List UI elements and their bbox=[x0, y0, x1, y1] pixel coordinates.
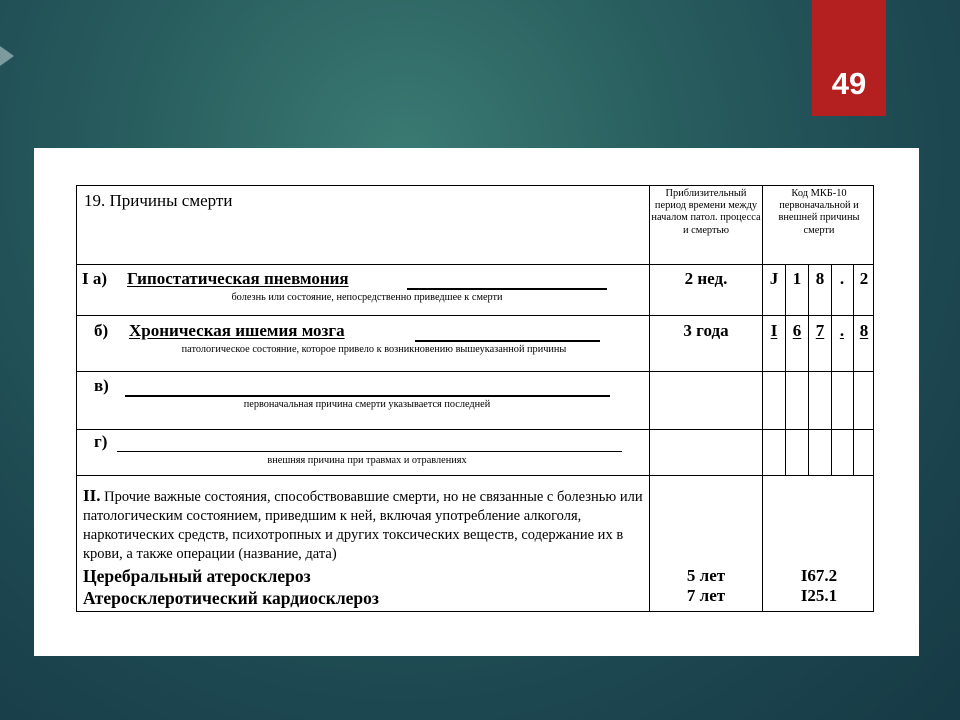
period-column-header: Приблизительный период времени между началом патол. процесса и смертью bbox=[651, 188, 761, 236]
arrow-decoration bbox=[0, 0, 60, 110]
part2-period-1: 5 лет bbox=[686, 566, 726, 585]
diagnosis-b: Хроническая ишемия мозга bbox=[129, 321, 345, 340]
code-b-5: 8 bbox=[859, 321, 869, 340]
part2-diagnosis-2: Атеросклеротический кардиосклероз bbox=[83, 588, 379, 608]
part2-periods bbox=[650, 566, 762, 606]
part2-code-1: I67.2 bbox=[800, 566, 838, 585]
part2-text-block bbox=[83, 486, 648, 564]
part2-diagnoses bbox=[83, 565, 379, 609]
row-label-ia: I а) bbox=[82, 269, 108, 288]
part2-period-2: 7 лет bbox=[686, 586, 726, 605]
hint-g: внешняя причина при травмах и отравлениях bbox=[267, 455, 467, 466]
code-b-3: 7 bbox=[815, 321, 825, 340]
code-ia-3: 8 bbox=[815, 269, 825, 288]
period-ia: 2 нед. bbox=[684, 269, 728, 288]
form-title: 19. Причины смерти bbox=[84, 191, 233, 210]
code-ia-2: 1 bbox=[792, 269, 802, 288]
page-number-badge bbox=[812, 0, 886, 116]
code-ia-4: . bbox=[839, 269, 845, 288]
row-label-b: б) bbox=[94, 321, 109, 340]
part2-codes bbox=[763, 566, 875, 606]
diagnosis-ia: Гипостатическая пневмония bbox=[127, 269, 349, 288]
code-b-1: I bbox=[770, 321, 778, 340]
row-label-g: г) bbox=[94, 432, 108, 451]
code-b-2: 6 bbox=[792, 321, 802, 340]
code-b-4: . bbox=[839, 321, 845, 340]
icd-code-column-header: Код МКБ-10 первоначальной и внешней причины смерти bbox=[778, 188, 860, 236]
hint-v: первоначальная причина смерти указывается последней bbox=[243, 399, 491, 410]
row-label-v: в) bbox=[94, 376, 109, 395]
page-number: 49 bbox=[831, 66, 867, 101]
death-cause-form bbox=[76, 185, 874, 612]
part2-code-2: I25.1 bbox=[800, 586, 838, 605]
part2-description: Прочие важные состояния, способствовавшие смерти, но не связанные с болезнью или патологическим состоянием, приведшим к ней, включая употребление алкоголя, наркотических средств, психотропных и других токсических веществ, содержание их в крови, а также операции (название, дата) bbox=[83, 489, 643, 562]
hint-ia: болезнь или состояние, непосредственно приведшее к смерти bbox=[231, 292, 503, 303]
document-sheet bbox=[34, 148, 919, 656]
code-ia-1: J bbox=[769, 269, 779, 288]
code-ia-5: 2 bbox=[859, 269, 869, 288]
part2-label: II. bbox=[83, 486, 101, 505]
part2-diagnosis-1: Церебральный атеросклероз bbox=[83, 566, 311, 586]
period-b: 3 года bbox=[683, 321, 729, 340]
hint-b: патологическое состояние, которое привело к возникновению вышеуказанной причины bbox=[181, 344, 567, 355]
